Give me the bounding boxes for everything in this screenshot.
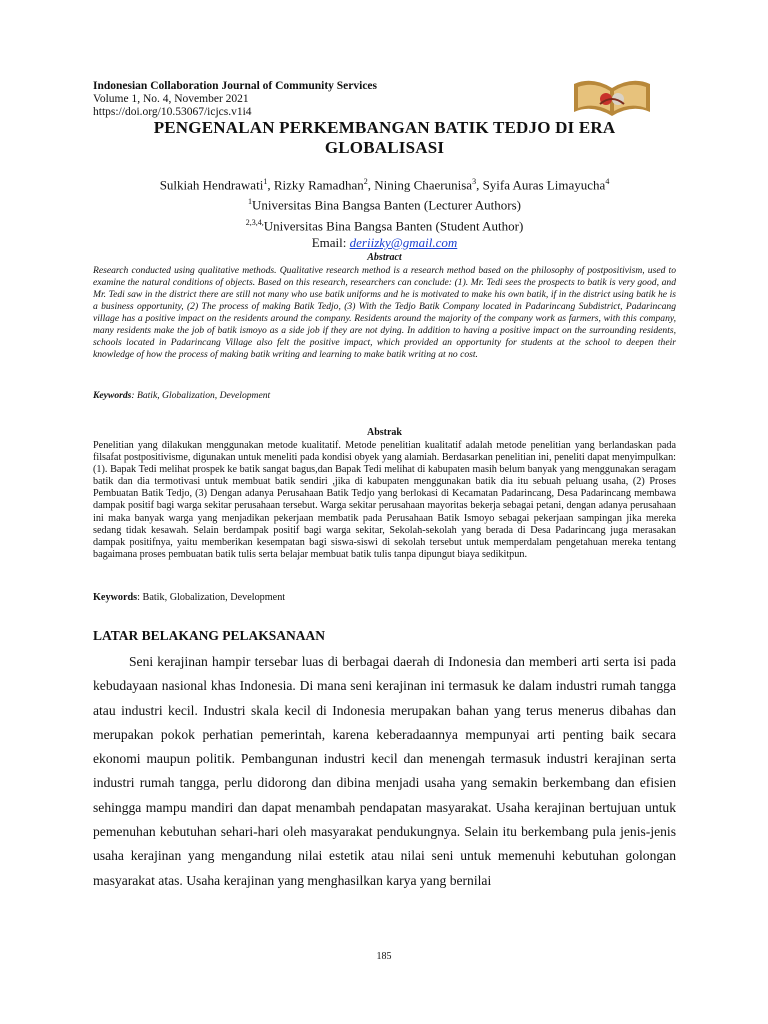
journal-volume: Volume 1, No. 4, November 2021 <box>93 93 249 105</box>
author-sup: 3 <box>472 177 477 186</box>
affiliation-lecturer: $^1$Universitas Bina Bangsa Banten (Lecturer Authors) <box>248 197 521 213</box>
author-sup: 1 <box>263 177 268 186</box>
author-sup: 4 <box>605 177 610 186</box>
email-link[interactable]: deriizky@gmail.com <box>349 234 458 250</box>
author-name: Sulkiah Hendrawati <box>159 177 264 193</box>
body-paragraph: Seni kerajinan hampir tersebar luas di berbagai daerah di Indonesia dan memberi arti serta isi pada kebudayaan nasional khas Indonesia. Di mana seni kerajinan ini termasuk ke dalam industri rumah tangga atau industri kecil. Industri skala kecil di Indonesia merupakan bahan yang terus menerus dibahas dan merupakan pokok perhatian pemerintah, karena keberadaannya mempunyai arti penting baik secara ekonomi maupun politik. Pembangunan industri kecil dan menengah termasuk industri kerajinan serta industri rumah tangga, perlu didorong dan dibina menjadi usaha yang semakin berkembang dan efisien sehingga mampu mandiri dan dapat menambah pendapatan masyarakat. Usaha kerajinan bertujuan untuk pemenuhan kebutuhan sehari-hari oleh masyarakat pendukungnya. Selain itu berkembang pula jenis-jenis usaha kerajinan yang mengandung nilai estetik atau nilai seni untuk memenuhi kebutuhan golongan masyarakat atas. Usaha kerajinan yang menghasilkan karya yang bernilai <box>93 654 676 888</box>
keywords-label: Keywords <box>93 592 138 603</box>
abstract-indonesian: Penelitian yang dilakukan menggunakan metode kualitatif. Metode penelitian kualitatif adalah metode penelitian yang berlandaskan pada filsafat postpositivisme, digunakan untuk meneliti pada kondisi obyek yang alamiah. Berdasarkan penelitian ini, peneliti dapat menyimpulkan: (1). Bapak Tedi melihat prospek ke batik sangat bagus,dan Bapak Tedi melihat di kabupaten masih belum banyak yang menggunakan seragam batik dan dia termotivasi untuk membuat batik sendiri ,jika di kabupaten menggunakan batik dia itu sebuah peluang usaha, (2) Proses Pembuatan Batik Tedjo, (3) Dengan adanya Perusahaan Batik Tedjo yang berlokasi di Kecamatan Padarincang, Desa Padarincang membawa dampak positif bagi warga sekitar perusahaan tersebut. Warga sekitar perusahaan mayoritas bekerja sebagai petani, dengan adanya perusahaan ini maka banyak warga yang menjadikan pekerjaan membatik pada Perusahaan Batik Ismoyo sebagai pekerjaan sampingan jika mereka sedang tidak kesawah. Selain berdampak positif bagi warga sekitar, Sekolah-sekolah yang berada di Desa Padarincang juga merasakan dampak positifnya, yaitu memberikan kesempatan bagi siswa-siswi di sekolah tersebut untuk memperdalam pengetahuan mereka tentang bagaimana proses pembuatan batik tulis serta belajar membuat batik tulis tanpa dipungut biaya sedikitpun. <box>93 440 676 560</box>
journal-doi[interactable]: https://doi.org/10.53067/icjcs.v1i4 <box>93 106 252 118</box>
keywords-value: : Batik, Globalization, Development <box>131 390 271 401</box>
keywords-indonesian <box>93 592 285 603</box>
open-book-logo-icon <box>570 74 654 122</box>
author-name: Nining Chaerunisa <box>374 177 473 193</box>
keywords-label: Keywords <box>93 390 132 401</box>
abstrak-heading: Abstrak <box>366 427 402 438</box>
abstract-heading: Abstract <box>367 252 402 263</box>
affiliation-student: $^{2,3,4,}$Universitas Bina Bangsa Banten (Student Author) <box>245 217 524 233</box>
section-heading: LATAR BELAKANG PELAKSANAAN <box>93 628 326 643</box>
author-list: Sulkiah Hendrawati$^1$, Rizky Ramadhan$^2$, Nining Chaerunisa$^3$, Syifa Auras Limayucha$^4$ <box>159 177 610 193</box>
email-label: Email: <box>311 234 347 250</box>
author-name: Rizky Ramadhan <box>273 177 364 193</box>
paper-title: PENGENALAN PERKEMBANGAN BATIK TEDJO DI ERA GLOBALISASI <box>153 118 616 157</box>
journal-header <box>93 80 377 119</box>
journal-title: Indonesian Collaboration Journal of Community Services <box>93 80 378 92</box>
author-name: Syifa Auras Limayucha <box>482 177 606 193</box>
page-number: 185 <box>376 951 392 962</box>
keywords-value: : Batik, Globalization, Development <box>137 592 286 603</box>
author-sup: 2 <box>363 177 368 186</box>
email-line <box>93 234 676 251</box>
keywords-english <box>93 390 270 401</box>
author-block <box>93 173 676 251</box>
abstract-english: Research conducted using qualitative methods. Qualitative research method is a research method based on the philosophy of postpositivism, used to examine the natural conditions of objects. Based on this research, researchers can conclude: (1). Mr. Tedi sees the prospects to batik is very good, and Mr. Tedi saw in the district there are still not many who use batik uniforms and he is motivated to make his own batik, if in the district using batik he is a business opportunity, (2) The process of making Batik Tedjo, (3) With the Tedjo Batik Company located in Padarincang Subdistrict, Padarincang village has a positive impact on the residents around the company. Residents around the majority of the company work as farmers, with this company, many residents make the job of batik ismoyo as a side job if they are not dying. In addition to having a positive impact on the surrounding residents, schools located in Padarincang Village also felt the positive impact, which provided an opportunity for students at the school to deepen their knowledge of how the process of making batik writing and learning to make batik writing at no cost. <box>93 265 676 360</box>
